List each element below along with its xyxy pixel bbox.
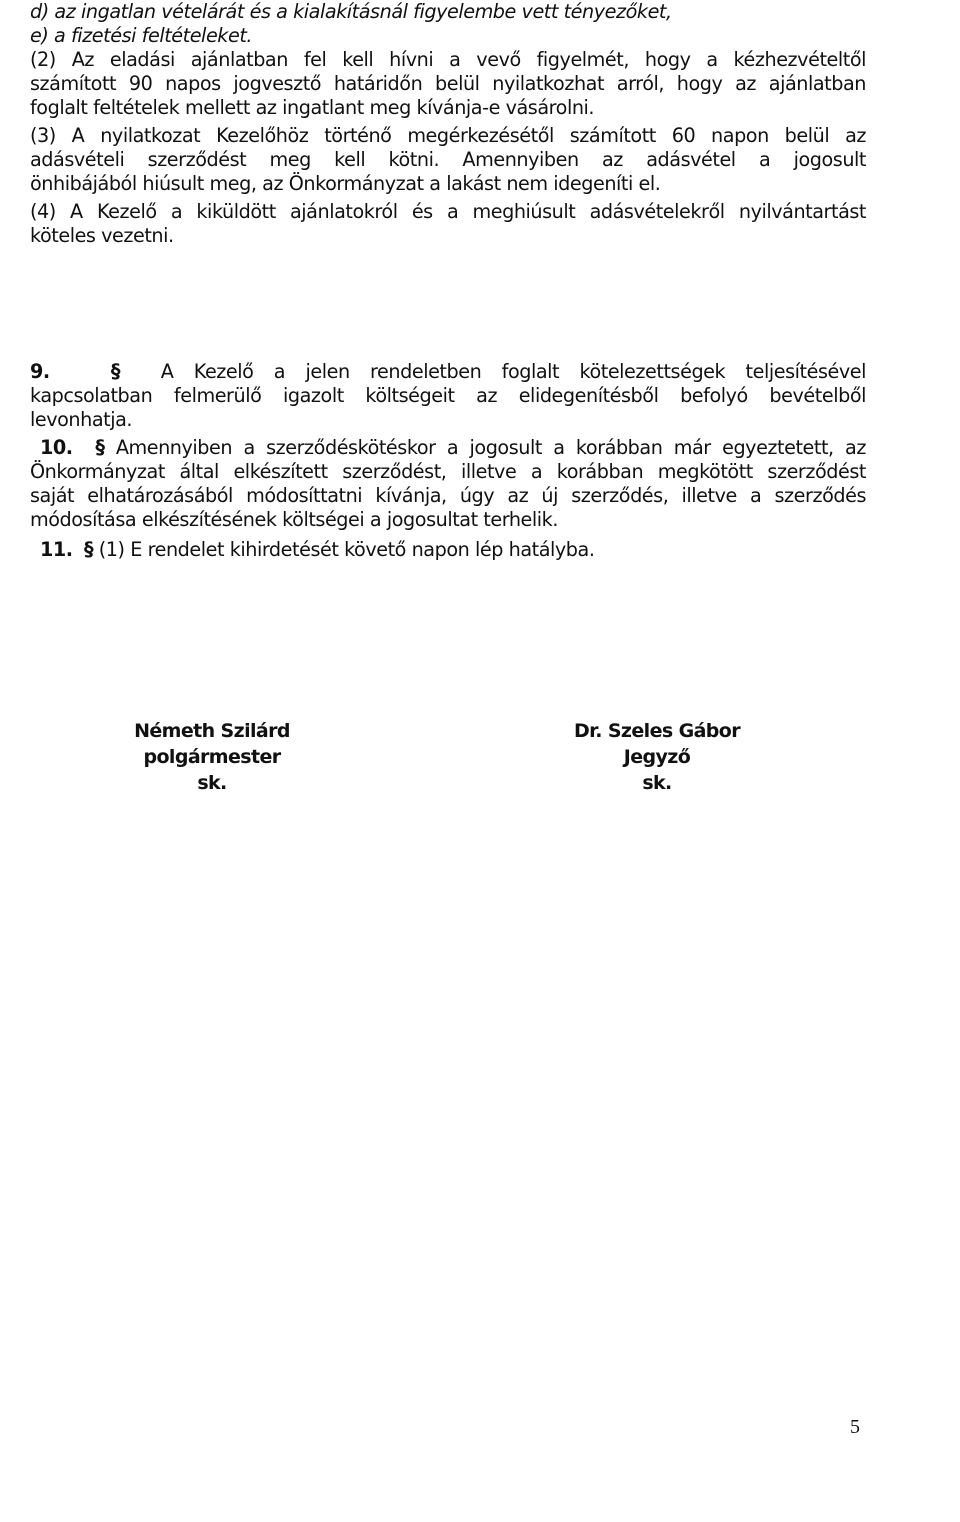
signature-mark: sk. — [642, 772, 672, 794]
signatory-title: Jegyző — [623, 746, 691, 768]
signature-mark: sk. — [197, 772, 227, 794]
section-11-text: (1) E rendelet kihirdetését követő napon lép hatályba. — [98, 538, 595, 561]
section-8-continuation — [30, 0, 866, 248]
paragraph-4-line-1: (4) A Kezelő a kiküldött ajánlatokról és a meghiúsult adásvételekről nyilvántartást — [30, 200, 866, 223]
page-number: 5 — [850, 1416, 860, 1438]
paragraph-4-line-2: köteles vezetni. — [30, 224, 174, 247]
section-10-number: 10. — [40, 436, 73, 459]
signature-left — [92, 718, 332, 796]
section-sign-icon: § — [83, 538, 94, 561]
section-sign-icon: § — [95, 436, 105, 459]
section-9 — [30, 360, 866, 432]
section-10-line-4: módosítása elkészítésének költségei a jogosultat terhelik. — [30, 508, 558, 531]
signatory-name: Németh Szilárd — [134, 720, 290, 742]
paragraph-3-line-1: (3) A nyilatkozat Kezelőhöz történő megérkezésétől számított 60 napon belül az — [30, 124, 866, 147]
section-10-line-1 — [30, 436, 866, 460]
section-9-line-3: levonhatja. — [30, 408, 133, 431]
signature-right — [537, 718, 777, 796]
section-11-number: 11. — [40, 538, 73, 561]
paragraph-3-line-2: adásvételi szerződést meg kell kötni. Amennyiben az adásvétel a jogosult — [30, 148, 866, 171]
section-11 — [30, 538, 866, 562]
list-item-d: d) az ingatlan vételárát és a kialakításnál figyelembe vett tényezőket, — [30, 0, 672, 23]
section-10-line-3: saját elhatározásából módosíttatni kívánja, úgy az új szerződés, illetve a szerződés — [30, 484, 866, 507]
section-10-text: Amennyiben a szerződéskötéskor a jogosult a korábban már egyeztetett, az — [115, 436, 866, 459]
section-9-number: 9. — [30, 360, 50, 383]
section-11-line-1 — [30, 538, 866, 562]
section-9-text: A Kezelő a jelen rendeletben foglalt kötelezettségek teljesítésével — [160, 360, 866, 383]
paragraph-2-line-2: számított 90 napos jogvesztő határidőn belül nyilatkozhat arról, hogy az ajánlatban — [30, 72, 866, 95]
section-10 — [30, 436, 866, 532]
paragraph-2-line-1: (2) Az eladási ajánlatban fel kell hívni a vevő figyelmét, hogy a kézhezvételtől — [30, 48, 866, 71]
section-sign-icon: § — [110, 360, 120, 383]
signatory-name: Dr. Szeles Gábor — [573, 720, 741, 742]
section-9-line-2: kapcsolatban felmerülő igazolt költségeit az elidegenítésből befolyó bevételből — [30, 384, 866, 407]
list-item-e: e) a fizetési feltételeket. — [30, 24, 253, 47]
section-9-line-1 — [30, 360, 866, 384]
paragraph-3-line-3: önhibájából hiúsult meg, az Önkormányzat a lakást nem idegeníti el. — [30, 172, 661, 195]
signatory-title: polgármester — [143, 746, 281, 768]
paragraph-2-line-3: foglalt feltételek mellett az ingatlant meg kívánja-e vásárolni. — [30, 96, 595, 119]
section-10-line-2: Önkormányzat által elkészített szerződést, illetve a korábban megkötött szerződést — [30, 460, 866, 483]
